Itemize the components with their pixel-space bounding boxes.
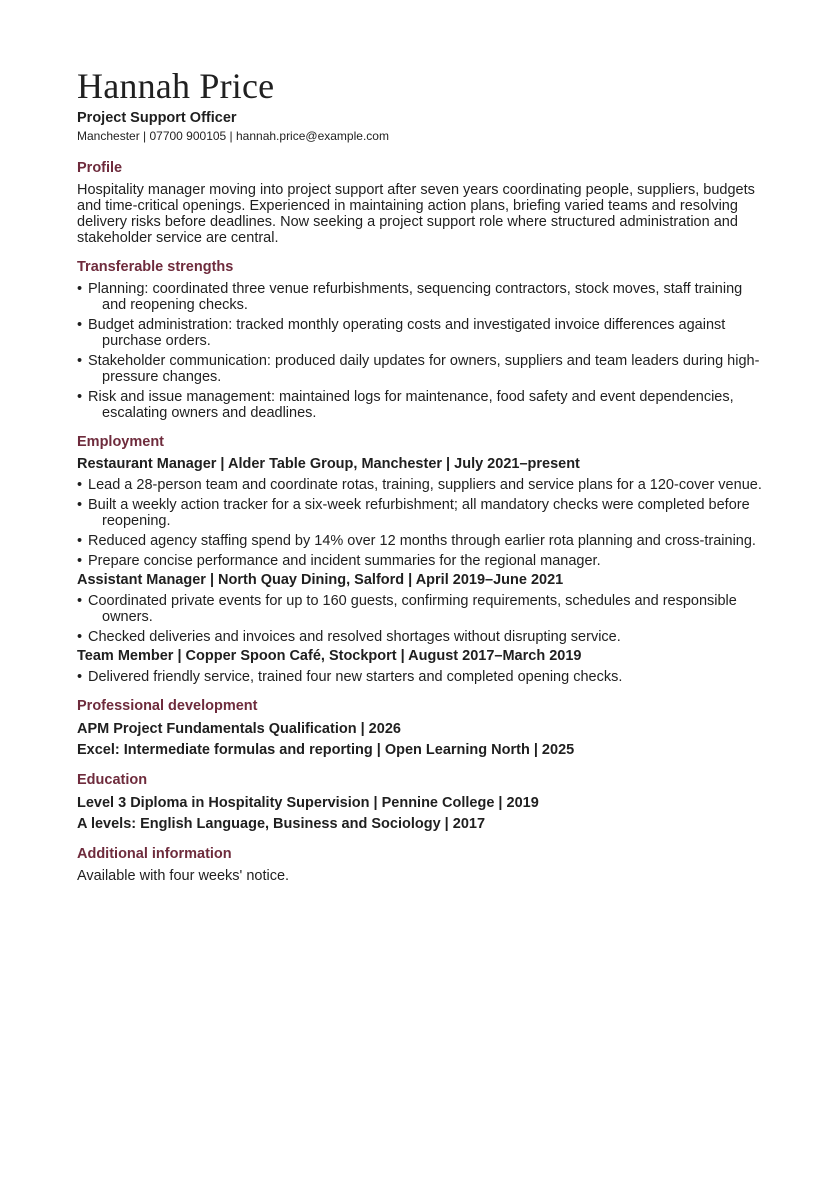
profile-text: Hospitality manager moving into project support after seven years coordinating people, suppliers, budgets and time-critical openings. Experienced in maintaining action plans, briefing varied teams and resolving delivery risks before deadlines. Now seeking a project support role where structured administration and stakeholder service are central.: [77, 182, 755, 246]
strengths-list: [77, 281, 767, 421]
profile-heading: Profile: [77, 160, 123, 176]
target-role: Project Support Officer: [77, 110, 237, 126]
bullet-glyph: •: [77, 477, 83, 493]
education-heading: Education: [77, 772, 148, 788]
job-title: Restaurant Manager | Alder Table Group, Manchester | July 2021–present: [77, 456, 580, 472]
list-item: • Coordinated private events for up to 160 guests, confirming requirements, schedules and responsible owners.: [77, 593, 737, 625]
bullet-glyph: •: [77, 389, 83, 405]
development-item: APM Project Fundamentals Qualification | 2026: [77, 721, 401, 737]
employment-heading: Employment: [77, 434, 165, 450]
contact-line: Manchester | 07700 900105 | hannah.price@example.com: [77, 129, 389, 143]
bullet-glyph: •: [77, 553, 83, 569]
bullet-glyph: •: [77, 281, 83, 297]
list-item: • Reduced agency staffing spend by 14% over 12 months through earlier rota planning and cross-training.: [77, 533, 756, 549]
bullet-glyph: •: [77, 353, 83, 369]
bullet-glyph: •: [77, 497, 83, 513]
bullet-glyph: •: [77, 629, 83, 645]
job-title: Assistant Manager | North Quay Dining, Salford | April 2019–June 2021: [77, 572, 564, 588]
job-bullets: [77, 477, 767, 569]
education-item: A levels: English Language, Business and Sociology | 2017: [77, 816, 486, 832]
bullet-glyph: •: [77, 533, 83, 549]
education-item: Level 3 Diploma in Hospitality Supervision | Pennine College | 2019: [77, 795, 539, 811]
list-item: • Lead a 28-person team and coordinate rotas, training, suppliers and service plans for a 120-cover venue.: [77, 477, 762, 493]
development-heading: Professional development: [77, 698, 258, 714]
list-item: • Checked deliveries and invoices and resolved shortages without disrupting service.: [77, 629, 621, 645]
candidate-name: Hannah Price: [77, 66, 275, 106]
cv-document: [77, 66, 767, 885]
profile-section: [77, 159, 767, 246]
list-item: • Budget administration: tracked monthly operating costs and investigated invoice differences against purchase orders.: [77, 317, 726, 349]
additional-heading: Additional information: [77, 846, 232, 862]
development-section: [77, 697, 767, 759]
list-item: • Prepare concise performance and incident summaries for the regional manager.: [77, 553, 601, 569]
education-section: [77, 771, 767, 833]
bullet-glyph: •: [77, 669, 83, 685]
list-item: • Delivered friendly service, trained four new starters and completed opening checks.: [77, 669, 623, 685]
list-item: • Stakeholder communication: produced daily updates for owners, suppliers and team leaders during high-pressure changes.: [77, 353, 760, 385]
list-item: • Built a weekly action tracker for a six-week refurbishment; all mandatory checks were completed before reopening.: [77, 497, 750, 529]
additional-section: [77, 845, 767, 885]
job-title: Team Member | Copper Spoon Café, Stockport | August 2017–March 2019: [77, 648, 582, 664]
list-item: • Planning: coordinated three venue refurbishments, sequencing contractors, stock moves, staff training and reopening checks.: [77, 281, 743, 313]
additional-text: Available with four weeks' notice.: [77, 868, 290, 884]
job-bullets: [77, 669, 767, 685]
strengths-section: [77, 258, 767, 421]
job-bullets: [77, 593, 767, 645]
bullet-glyph: •: [77, 593, 83, 609]
development-item: Excel: Intermediate formulas and reporting | Open Learning North | 2025: [77, 742, 575, 758]
list-item: • Risk and issue management: maintained logs for maintenance, food safety and event dependencies, escalating owners and deadlines.: [77, 389, 734, 421]
bullet-glyph: •: [77, 317, 83, 333]
strengths-heading: Transferable strengths: [77, 259, 234, 275]
employment-section: [77, 433, 767, 685]
